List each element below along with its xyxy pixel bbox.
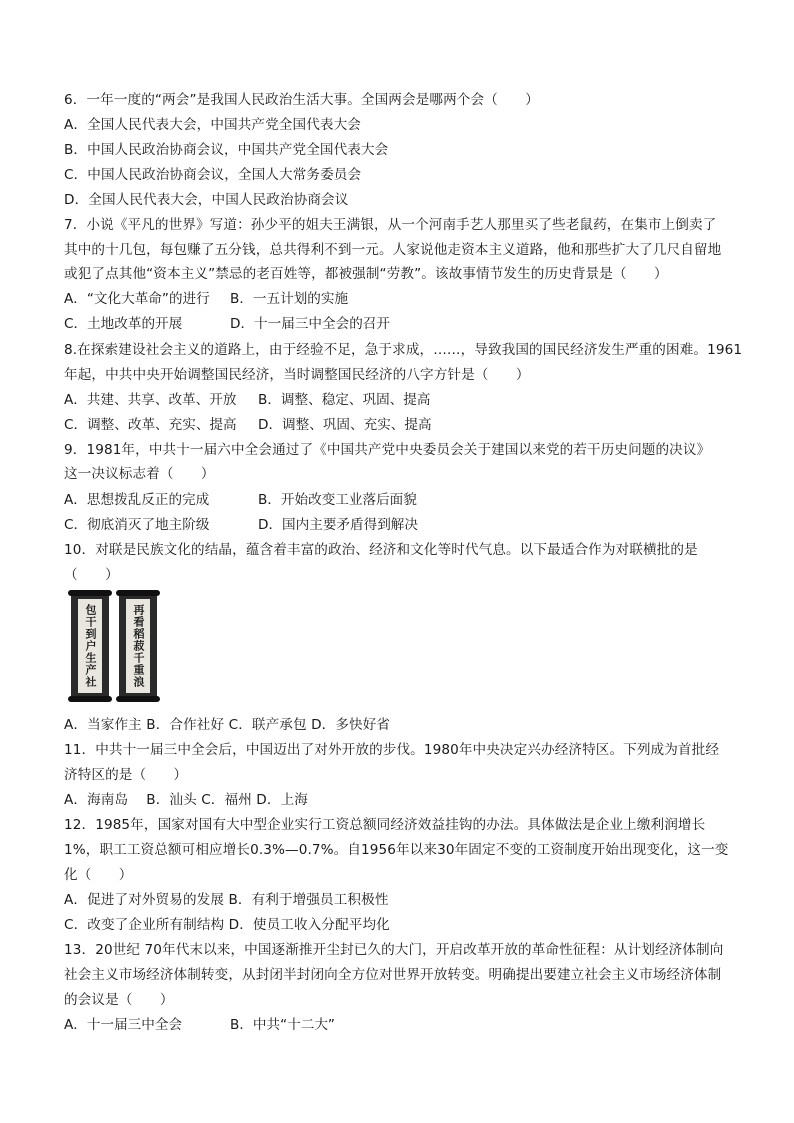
couplet-image [68,591,160,701]
question-12-stem-line-1: 12．1985年，国家对国有大中型企业实行工资总额同经济效益挂钩的办法。具体做法是企业上缴利润增长 [64,817,706,833]
question-10-stem-line-1: 10．对联是民族文化的结晶，蕴含着丰富的政治、经济和文化等时代气息。以下最适合作为对联横批的是 [64,542,698,558]
question-7-stem-line-2: 其中的十几包，每包赚了五分钱，总共得利不到一元。人家说他走资本主义道路，他和那些扩大了几尺自留地 [64,242,722,258]
question-11-options: A．海南岛 B．汕头 C．福州 D．上海 [64,792,308,808]
question-7-stem-line-1: 7．小说《平凡的世界》写道：孙少平的姐夫王满银，从一个河南手艺人那里买了些老鼠药，在集市上倒卖了 [64,217,717,233]
question-10-options: A．当家作主 B．合作社好 C．联产承包 D．多快好省 [64,717,391,733]
couplet-right-text: 再看稻菽千重浪 [132,604,145,688]
question-6-option-b: B．中国人民政治协商会议，中国共产党全国代表大会 [64,142,389,158]
question-8-option-a: A．共建、共享、改革、开放 [64,392,237,408]
question-9-option-c: C．彻底消灭了地主阶级 [64,517,210,533]
question-6-option-c: C．中国人民政治协商会议，全国人大常务委员会 [64,167,362,183]
question-13-stem-line-3: 的会议是（ ） [64,992,174,1008]
question-8-options-row-1 [64,391,430,409]
question-9-options-row-1 [64,491,417,509]
question-7-option-c: C．土地改革的开展 [64,316,183,332]
question-13-option-a: A．十一届三中全会 [64,1017,183,1033]
question-9-options-row-2 [64,516,418,534]
couplet-left-text: 包干到户生产社 [84,604,97,688]
couplet-left-scroll [71,593,109,699]
question-9-stem-line-2: 这一决议标志着（ ） [64,466,215,482]
question-7-stem-line-3: 或犯了点其他“资本主义”禁忌的老百姓等，都被强制“劳教”。该故事情节发生的历史背景是（ ） [64,266,668,282]
question-7-options-row-1 [64,290,348,308]
question-10-stem-line-2: （ ） [64,567,119,583]
question-8-option-c: C．调整、改革、充实、提高 [64,417,237,433]
question-8-option-b: B．调整、稳定、巩固、提高 [258,392,431,408]
question-13-stem-line-1: 13．20世纪 70年代末以来，中国逐渐推开尘封已久的大门，开启改革开放的革命性征程：从计划经济体制向 [64,942,724,958]
question-11-stem-line-1: 11．中共十一届三中全会后，中国迈出了对外开放的步伐。1980年中央决定兴办经济特区。下列成为首批经 [64,742,720,758]
question-7-option-a: A．“文化大革命”的进行 [64,291,210,307]
question-13-options-row-1 [64,1016,335,1034]
question-8-stem-line-2: 年起，中共中央开始调整国民经济，当时调整国民经济的八字方针是（ ） [64,367,530,383]
question-13-option-b: B．中共“十二大” [230,1017,335,1033]
couplet-right-scroll [119,593,157,699]
question-7-option-b: B．一五计划的实施 [230,291,349,307]
question-8-options-row-2 [64,416,432,434]
question-9-stem-line-1: 9．1981年，中共十一届六中全会通过了《中国共产党中央委员会关于建国以来党的若干历史问题的决议》 [64,442,711,458]
question-6-stem: 6．一年一度的“两会”是我国人民政治生活大事。全国两会是哪两个会（ ） [64,92,539,108]
question-8-stem-line-1: 8.在探索建设社会主义的道路上，由于经验不足，急于求成，……，导致我国的国民经济发生严重的困难。1961 [64,342,743,358]
question-9-option-b: B．开始改变工业落后面貌 [258,492,417,508]
question-6-option-d: D．全国人民代表大会，中国人民政治协商会议 [64,192,349,208]
question-13-stem-line-2: 社会主义市场经济体制转变，从封闭半封闭向全方位对世界开放转变。明确提出要建立社会主义市场经济体制 [64,967,722,983]
question-11-stem-line-2: 济特区的是（ ） [64,767,188,783]
question-7-option-d: D．十一届三中全会的召开 [230,316,390,332]
question-9-option-a: A．思想拨乱反正的完成 [64,492,210,508]
question-9-option-d: D．国内主要矛盾得到解决 [258,517,418,533]
question-7-options-row-2 [64,315,390,333]
question-8-option-d: D．调整、巩固、充实、提高 [258,417,432,433]
question-12-options-cd: C．改变了企业所有制结构 D．使员工收入分配平均化 [64,917,390,933]
question-12-stem-line-2: 1%，职工工资总额可相应增长0.3%—0.7%。自1956年以来30年固定不变的工资制度开始出现变化，这一变 [64,842,729,858]
question-12-stem-line-3: 化（ ） [64,867,133,883]
question-6-option-a: A．全国人民代表大会，中国共产党全国代表大会 [64,117,361,133]
question-12-options-ab: A．促进了对外贸易的发展 B．有利于增强员工积极性 [64,892,389,908]
